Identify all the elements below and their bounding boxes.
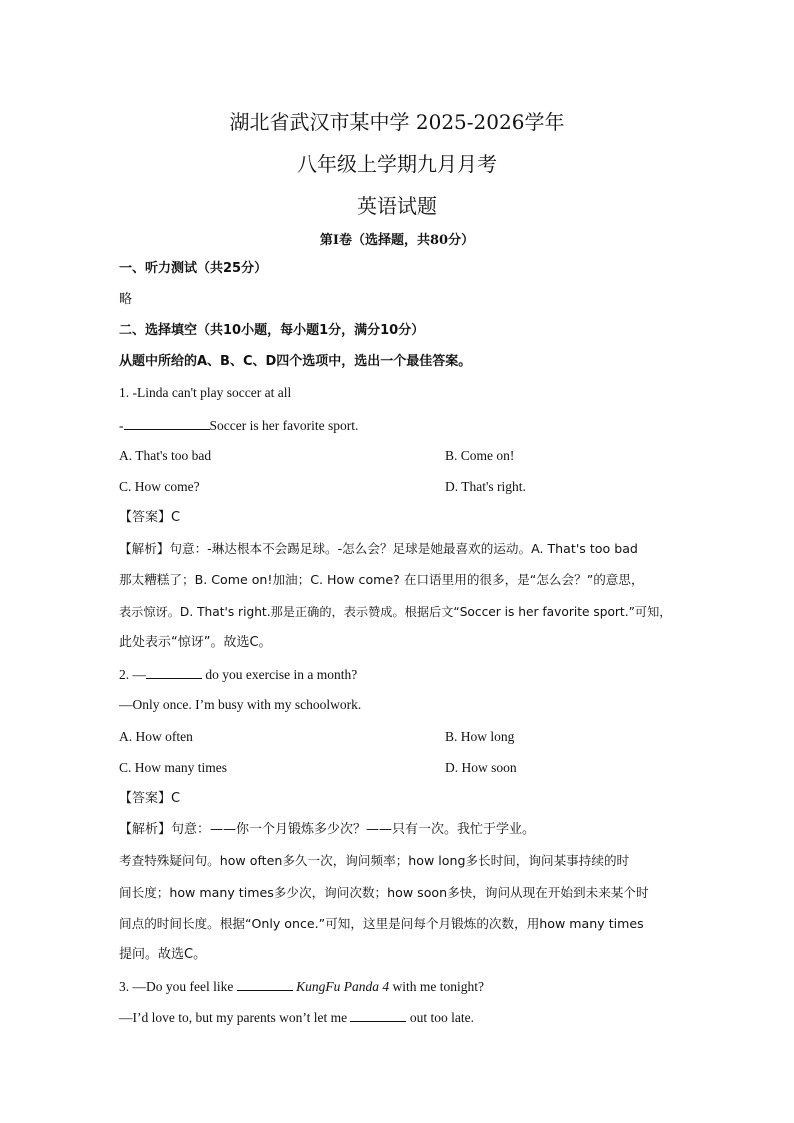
- q2-analysis-line2: 考查特殊疑问句。how often多久一次，询问频率；how long多长时间，询问某事持续的时: [119, 853, 630, 868]
- section1-heading: 一、听力测试（共25分）: [119, 261, 268, 276]
- q1-analysis-line2: 那太糟糕了；B. Come on!加油；C. How come? 在口语里用的很多，是“怎么会？”的意思，: [119, 572, 644, 587]
- q1-response-prefix: -: [119, 418, 124, 433]
- q2-blank: [146, 666, 202, 679]
- q1-analysis-line3: 表示惊讶。D. That's right.那是正确的，表示赞成。根据后文“Soccer is her favorite sport.”可知，: [119, 605, 672, 619]
- q3-stem-suffix: with me tonight?: [389, 979, 484, 994]
- q1-blank: [124, 417, 210, 430]
- q2-response: —Only once. I’m busy with my schoolwork.: [119, 697, 362, 712]
- q2-analysis-line5: 提问。故选C。: [119, 947, 207, 962]
- q3-blank-2: [350, 1009, 406, 1022]
- q2-answer: 【答案】C: [119, 791, 181, 806]
- q2-stem-suffix: do you exercise in a month?: [202, 667, 358, 682]
- q3-stem: [119, 978, 484, 995]
- exam-title-line1: 湖北省武汉市某中学 2025-2026学年: [229, 110, 565, 134]
- q2-analysis-line1: 【解析】句意：——你一个月锻炼多少次？——只有一次。我忙于学业。: [119, 822, 536, 837]
- q1-option-c: C. How come?: [119, 479, 200, 494]
- section2-heading: 二、选择填空（共10小题，每小题1分，满分10分）: [119, 323, 425, 338]
- q2-analysis-line4: 间点的时间长度。根据“Only once.”可知，这里是问每个月锻炼的次数，用how many times: [119, 916, 644, 931]
- q1-option-b: B. Come on!: [445, 448, 515, 463]
- q1-response: [119, 417, 358, 434]
- q2-stem-prefix: 2. —: [119, 667, 146, 682]
- q1-option-a: A. That's too bad: [119, 448, 212, 463]
- q3-response: [119, 1009, 474, 1026]
- q3-response-prefix: —I’d love to, but my parents won’t let me: [119, 1010, 351, 1025]
- q2-analysis-line3: 间长度；how many times多少次，询问次数；how soon多快，询问从现在开始到未来某个时: [119, 885, 649, 900]
- q1-stem: 1. -Linda can't play soccer at all: [119, 385, 292, 400]
- q3-blank-1: [237, 978, 293, 991]
- exam-title-line2: 八年级上学期九月月考: [297, 152, 497, 176]
- section1-note: 略: [119, 292, 133, 307]
- q3-response-suffix: out too late.: [406, 1010, 474, 1025]
- section2-instruction: 从题中所给的A、B、C、D四个选项中，选出一个最佳答案。: [119, 354, 472, 369]
- q2-option-b: B. How long: [445, 729, 515, 744]
- q3-stem-prefix: 3. —Do you feel like: [119, 979, 237, 994]
- q1-analysis-line1: 【解析】句意：-琳达根本不会踢足球。-怎么会？足球是她最喜欢的运动。A. That's too bad: [119, 541, 638, 556]
- q2-option-d: D. How soon: [445, 760, 517, 775]
- q1-option-d: D. That's right.: [445, 479, 526, 494]
- q1-response-suffix: Soccer is her favorite sport.: [209, 418, 359, 433]
- exam-title-line3: 英语试题: [357, 194, 437, 218]
- q3-movie-title: KungFu Panda 4: [296, 979, 390, 994]
- q2-option-a: A. How often: [119, 729, 193, 744]
- volume-heading: 第Ⅰ卷（选择题，共80分）: [319, 233, 475, 248]
- q2-option-c: C. How many times: [119, 760, 227, 775]
- q2-stem: [119, 666, 357, 683]
- q1-analysis-line4: 此处表示“惊讶”。故选C。: [119, 635, 272, 650]
- q1-answer: 【答案】C: [119, 510, 181, 525]
